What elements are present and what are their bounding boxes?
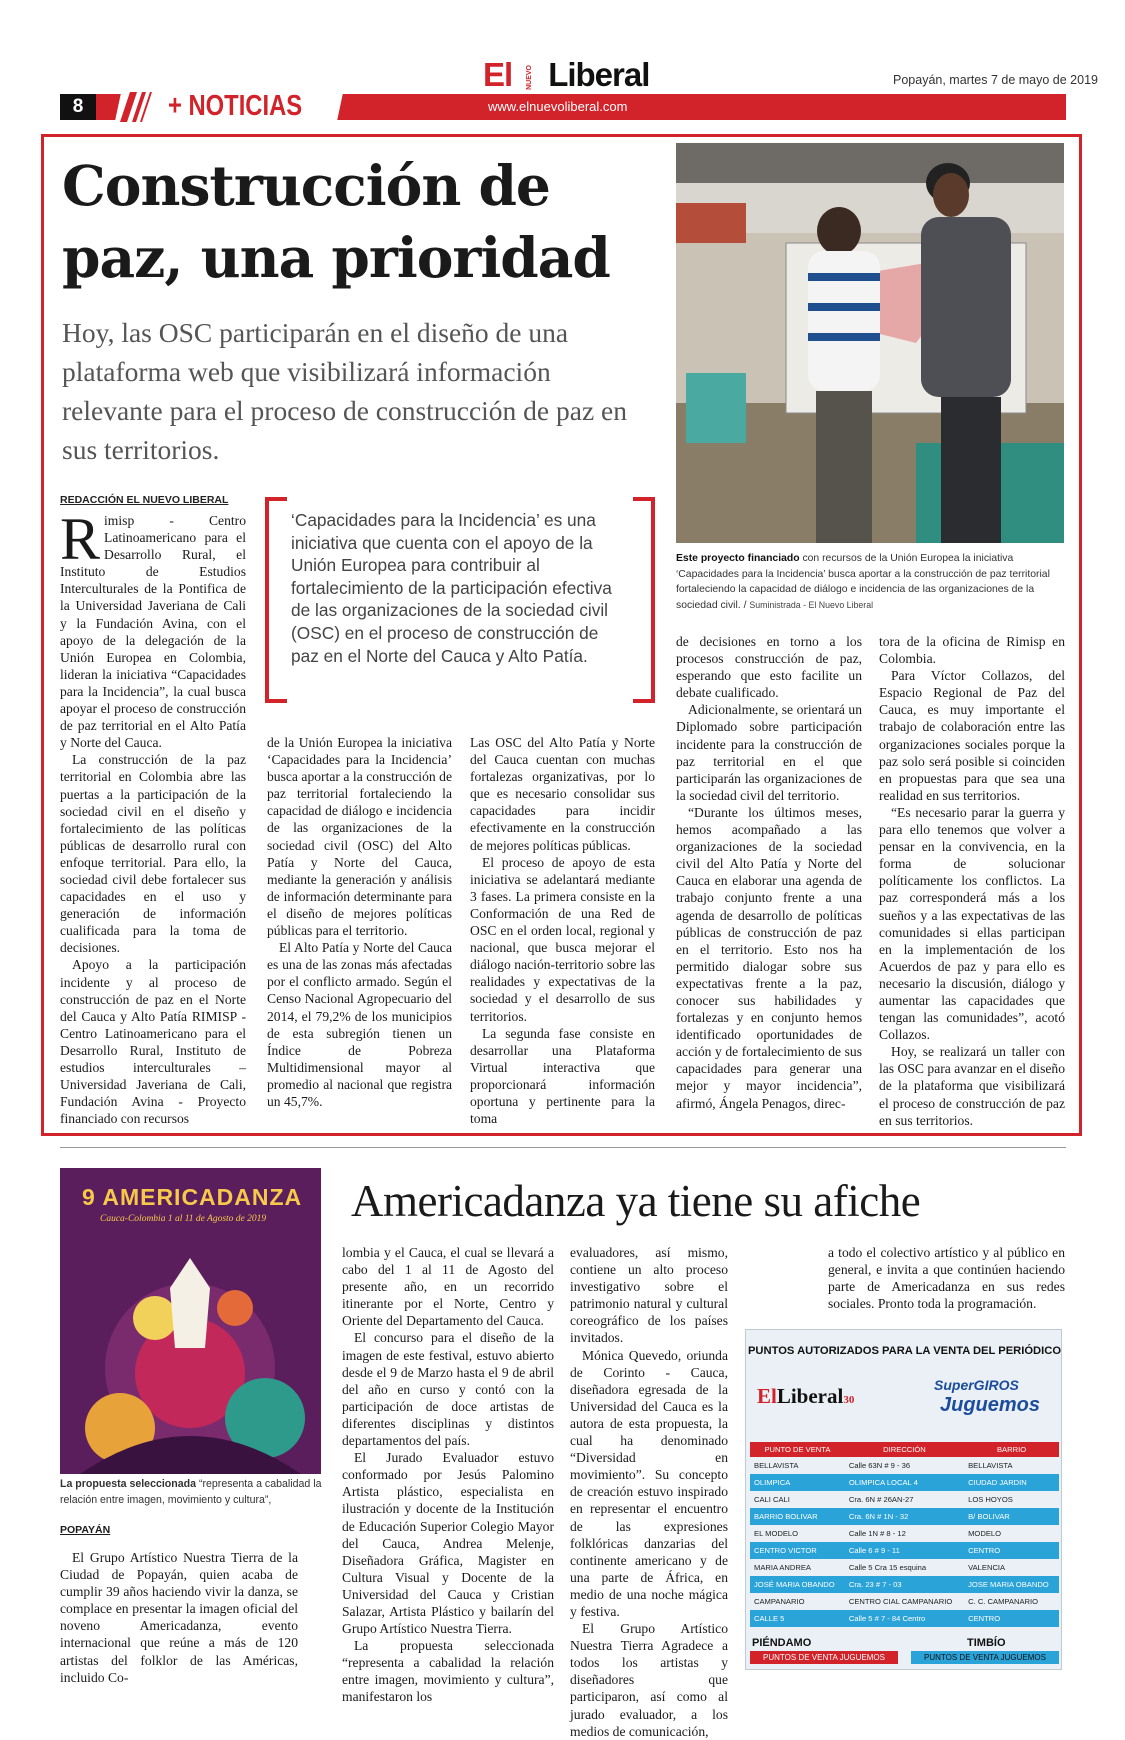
- sales-points-title: PUNTOS AUTORIZADOS PARA LA VENTA DEL PERIÓDICO: [747, 1345, 1062, 1357]
- article-column-4: de decisiones en torno a los procesos construcción de paz, esperando que esto facilite un debate cualificado. Adicionalmente, se orientará un Diplomado sobre participación incidente para la construcción de paz territorial en el que participarán las organizaciones de la sociedad civil del territorio. “Durante los últimos meses, hemos acompañado a las organizaciones de la sociedad civil del Alto Patía y Norte del Cauca en elaborar una agenda de trabajo conjunto frente a una agenda de desarrollo de políticas públicas de construcción de paz en el territorio. Esto nos ha permitido dialogar sobre sus expectativas frente a la paz, conocer sus habilidades y fortalezas y en conjunto hemos identificado oportunidades de acción y de fortalecimiento de sus capacidades para generar una mejor y mayor incidencia”, afirmó, Ángela Penagos, direc-: [676, 634, 862, 1111]
- article2-headline: Americadanza ya tiene su afiche: [351, 1176, 921, 1226]
- liberal-logo: ElLiberal30: [757, 1384, 855, 1408]
- poster-caption: La propuesta seleccionada “representa a cabalidad la relación entre imagen, movimiento y cultura”,: [60, 1478, 322, 1506]
- bracket-right-icon: [633, 497, 655, 703]
- article-dek: Hoy, las OSC participarán en el diseño de una plataforma web que visibilizará información relevante para el proceso de construcción de paz en sus territorios.: [62, 317, 627, 465]
- table-row: CAMPANARIO CENTRO CIAL CAMPANARIO C. C. CAMPANARIO: [754, 1597, 1039, 1606]
- sales-points-box: [745, 1329, 1062, 1670]
- pull-quote: [265, 497, 655, 703]
- article2-byline: POPAYÁN: [60, 1524, 111, 1536]
- table-row: BELLAVISTA Calle 63N # 9 - 36 BELLAVISTA: [754, 1461, 1013, 1470]
- newspaper-logo: El NUEVO Liberal: [483, 56, 650, 93]
- poster-title: 9 AMERICADANZA: [82, 1184, 303, 1210]
- juguemos-logo: Juguemos: [940, 1394, 1041, 1416]
- article-byline: REDACCIÓN EL NUEVO LIBERAL: [60, 494, 229, 506]
- site-url[interactable]: www.elnuevoliberal.com: [488, 99, 628, 114]
- section-stripes-icon: [110, 92, 160, 122]
- table-row: JOSÉ MARIA OBANDO Cra. 23 # 7 - 03 JOSE MARIA OBANDO: [750, 1576, 1059, 1593]
- piendamo-label: PIÉNDAMO: [752, 1637, 812, 1649]
- section-divider: [60, 1147, 1066, 1148]
- article-photo: [676, 143, 1064, 543]
- article2-column-1: El Grupo Artístico Nuestra Tierra de la Ciudad de Popayán, quien acaba de cumplir 39 años haciendo vivir la danza, se complace en presentar la imagen oficial del noveno Americadanza, evento internacional que reúne a más de 120 artistas del folklor de las Américas, incluido Co-: [60, 1550, 298, 1685]
- article-column-2: de la Unión Europea la iniciativa ‘Capacidades para la Incidencia’ busca aportar a la construcción de paz territorial fortaleciendo la capacidad de diálogo e incidencia de las organizaciones de la sociedad civil (OSC) del Alto Patía y Norte del Cauca, mediante la generación y análisis de información determinante para el diseño de mejores políticas públicas para el territorio. El Alto Patía y Norte del Cauca es una de las zonas más afectadas por el conflicto armado. Según el Censo Nacional Agropecuario del 2014, el 79,2% de los municipios de esta subregión tienen un Índice de Pobreza Multidimensional mayor al promedio al nacional que registra un 45,7%.: [267, 735, 452, 1109]
- pull-quote-text: ‘Capacidades para la Incidencia’ es una iniciativa que cuenta con el apoyo de la Unión Europea para contribuir al fortalecimiento de la participación efectiva de las organizaciones de la sociedad civil (OSC) en el proceso de construcción de paz en el Norte del Cauca y Alto Patía.: [291, 510, 612, 666]
- table-row: OLIMPICA OLIMPICA LOCAL 4 CIUDAD JARDIN: [750, 1474, 1059, 1491]
- table-row: BARRIO BOLIVAR Cra. 6N # 1N - 32 B/ BOLIVAR: [750, 1508, 1059, 1525]
- page-number: 8: [60, 94, 96, 120]
- timbio-label: TIMBÍO: [967, 1637, 1006, 1649]
- article-column-3: Las OSC del Alto Patía y Norte del Cauca cuentan con muchas fortalezas organizativas, por lo que es necesario consolidar sus capacidades para incidir efectivamente en la construcción de mejores políticas públicas. El proceso de apoyo de esta iniciativa se adelantará mediante 3 fases. La primera consiste en la Conformación de una Red de OSC en el orden local, regional y nacional, que busca mejorar el diálogo nación-territorio sobre las realidades y expectativas de la sociedad y el desarrollo de sus territorios. La segunda fase consiste en desarrollar una Plataforma Virtual interactiva que proporcionará información oportuna y pertinente para la toma: [470, 735, 655, 1127]
- article-column-5: tora de la oficina de Rimisp en Colombia. Para Víctor Collazos, del Espacio Regional de Paz del Cauca, es muy importante el trabajo de colaboración entre las organizaciones sociales porque la paz solo será posible si coinciden en propuestas para que sea una realidad en sus territorios. “Es necesario parar la guerra y para ello tenemos que volver a pensar en la convivencia, en la forma de solucionar políticamente los conflictos. La paz corresponderá más a los sueños y a las expectativas de las comunidades si ellas participan en la implementación de los Acuerdos de paz y para ello es necesario la discusión, diálogo y aumentar las capacidades que tengan las comunidades”, acotó Collazos. Hoy, se realizará un taller con las OSC para avanzar en el diseño de la plataforma que visibilizará el proceso de construcción de paz en sus territorios.: [879, 634, 1065, 1128]
- sales-points-table: [750, 1442, 1059, 1627]
- poster-subtitle: Cauca-Colombia 1 al 11 de Agosto de 2019: [100, 1214, 267, 1224]
- issue-date: Popayán, martes 7 de mayo de 2019: [893, 73, 1098, 87]
- table-row: CALI CALI Cra. 6N # 26AN-27 LOS HOYOS: [754, 1495, 1013, 1504]
- article2-column-3: evaluadores, así mismo, contiene un alto proceso investigativo sobre el patrimonio natural y cultural coreográfico de los países invitados. Mónica Quevedo, oriunda de Corinto - Cauca, diseñadora egresada de la Universidad del Cauca es la autora de esta propuesta, la cual ha denominado “Diversidad en movimiento”. Su concepto de creación estuvo inspirado en representar el encuentro de las expresiones folklóricas danzarias del continente americano y de una parte de África, en medio de una noche mágica y festiva. El Grupo Artístico Nuestra Tierra Agradece a todos los artistas y diseñadores que participaron, así como al jurado evaluador, a los medios de comunicación,: [570, 1245, 728, 1739]
- table-row: EL MODELO Calle 1N # 8 - 12 MODELO: [754, 1529, 1002, 1538]
- supergiros-logo: SuperGIROS: [934, 1377, 1019, 1393]
- drop-cap: R: [60, 506, 101, 572]
- table-row: MARIA ANDREA Calle 5 Cra 15 esquina VALENCIA: [754, 1563, 1006, 1572]
- americadanza-poster: [60, 1168, 321, 1474]
- table-header: PUNTO DE VENTA: [750, 1442, 845, 1457]
- timbio-tag: PUNTOS DE VENTA JUGUEMOS: [911, 1651, 1059, 1664]
- article-column-1: Rimisp - Centro Latinoamericano para el Desarrollo Rural, el Instituto de Estudios Interculturales de la Pontifica de la Universidad Javeriana de Cali y la Fundación Avina, con el apoyo de la delegación de la Unión Europea en Colombia, lideran la iniciativa “Capacidades para la Incidencia”, la cual busca apoyar el proceso de construcción de paz territorial en el Alto Patía y Norte del Cauca. La construcción de la paz territorial en Colombia abre las puertas a la participación de la sociedad civil en el diseño y fortalecimiento de las políticas públicas de desarrollo rural con enfoque territorial. Para ello, la sociedad civil debe fortalecer sus capacidades en el uso y generación de información cualificada para la toma de decisiones. Apoyo a la participación incidente y al proceso de construcción de paz en el Norte del Cauca y Alto Patía RIMISP - Centro Latinoamericano para el Desarrollo Rural, Instituto de estudios interculturales – Universidad Javeriana de Cali, Fundación Avina - Proyecto financiado con recursos: [60, 506, 246, 1127]
- piendamo-tag: PUNTOS DE VENTA JUGUEMOS: [750, 1651, 898, 1664]
- article2-column-4: a todo el colectivo artístico y al público en general, e invita a que continúen haciendo parte de Americadanza en sus redes sociales. Pronto toda la programación.: [828, 1245, 1065, 1312]
- table-row: CALLE 5 Calle 5 # 7 - 84 Centro CENTRO: [750, 1610, 1059, 1627]
- table-header: BARRIO: [964, 1442, 1059, 1457]
- table-row: CENTRO VICTOR Calle 6 # 9 - 11 CENTRO: [750, 1542, 1059, 1559]
- article-headline: Construcción de paz, una prioridad: [62, 153, 610, 290]
- photo-caption: Este proyecto financiado con recursos de la Unión Europea la iniciativa ‘Capacidades para la Incidencia’ busca aportar a la construcción de paz territorial fortaleciendo la capacidad de diálogo e incidencia de las organizaciones de la sociedad civil. / Suministrada - El Nuevo Liberal: [676, 553, 1050, 611]
- section-label: + NOTICIAS: [168, 90, 303, 122]
- table-header: DIRECCIÓN: [845, 1442, 964, 1457]
- article2-column-2: lombia y el Cauca, el cual se llevará a cabo del 1 al 11 de Agosto del presente año, en un recorrido itinerante por el Norte, Centro y Oriente del Departamento del Cauca. El concurso para el diseño de la imagen de este festival, estuvo abierto desde el 9 de Marzo hasta el 9 de abril del año en curso y contó con la participación de doce artistas de diferentes disciplinas y distintos departamentos del país. El Jurado Evaluador estuvo conformado por Jesús Palomino Artista plástico, especialista en ilustración y docente de la Institución de Educación Superior Colegio Mayor del Cauca, Andrea Melenje, Diseñadora Gráfica, Magister en Cultura Visual y Docente de la Universidad del Cauca y Cristian Salazar, Artista Plástico y bailarín del Grupo Artístico Nuestra Tierra. La propuesta seleccionada “representa a cabalidad la relación entre imagen, movimiento y cultura”, manifestaron los: [342, 1245, 554, 1705]
- bracket-left-icon: [265, 497, 287, 703]
